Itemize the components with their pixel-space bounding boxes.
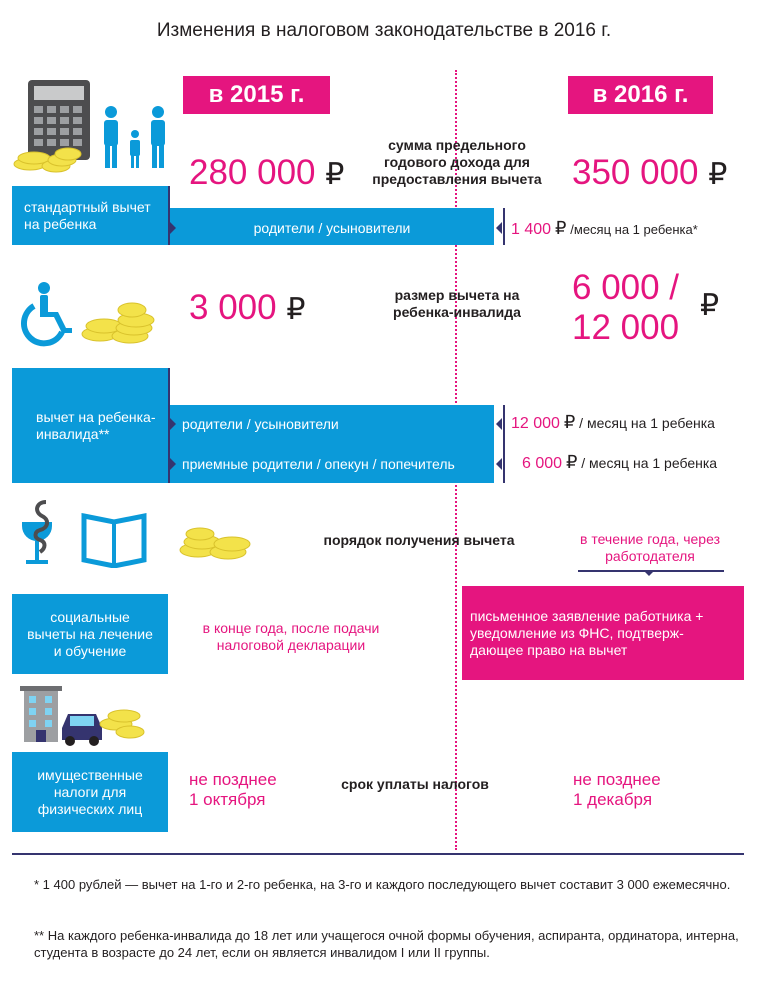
row2-amount-1: 12 000 bbox=[511, 415, 560, 432]
row3-right-underline-tick bbox=[643, 570, 655, 576]
row2-right-line1: 6 000 / bbox=[572, 268, 680, 307]
row2-bar2-text: приемные родители / опекун / попечитель bbox=[182, 456, 455, 472]
row1-right-line bbox=[503, 208, 505, 245]
row2-note-2-text: / месяц на 1 ребенка bbox=[581, 455, 718, 471]
row1-right-arrow bbox=[496, 222, 502, 234]
ruble-sign: ₽ bbox=[554, 218, 567, 238]
row2-left-arrow-2 bbox=[170, 458, 176, 470]
ruble-sign: ₽ bbox=[325, 158, 345, 191]
row1-right-value bbox=[572, 153, 727, 195]
row1-left-value bbox=[189, 153, 344, 195]
row1-bar-text: родители / усыновители bbox=[253, 220, 411, 236]
row3-center-caption: порядок получения вычета bbox=[323, 532, 515, 548]
row1-right-note bbox=[511, 220, 761, 238]
row2-right-arrow-2 bbox=[496, 458, 502, 470]
row1-label-box bbox=[12, 186, 168, 245]
wheelchair-coins-icon bbox=[20, 282, 160, 352]
row2-label-box bbox=[12, 368, 168, 483]
row2-note-2 bbox=[522, 454, 767, 472]
page-title: Изменения в налоговом законодательстве в 2016 г. bbox=[156, 20, 612, 41]
ruble-sign: ₽ bbox=[700, 289, 720, 322]
row4-label-box bbox=[12, 752, 168, 832]
row1-right-number: 350 000 bbox=[572, 153, 699, 192]
medicine-book-coins-icon bbox=[18, 498, 258, 568]
row4-left-line2: 1 октября bbox=[189, 790, 266, 809]
row4-right-line1: не позднее bbox=[573, 770, 661, 789]
row1-left-number: 280 000 bbox=[189, 153, 316, 192]
ruble-sign: ₽ bbox=[563, 412, 576, 432]
ruble-sign: ₽ bbox=[708, 158, 728, 191]
row2-note-1-text: / месяц на 1 ребенка bbox=[579, 415, 715, 431]
row3-right-top: в течение года, через работодателя bbox=[580, 531, 720, 564]
row2-label: вычет на ребенка-инвалида** bbox=[36, 408, 156, 442]
row3-right-box-text: письменное заявление работника + уведомление из ФНС, подтверж-дающее право на вычет bbox=[470, 608, 704, 658]
row4-left-text bbox=[189, 770, 277, 810]
row2-bar1-text: родители / усыновители bbox=[182, 416, 339, 432]
row1-left-arrow bbox=[170, 222, 176, 234]
footer-divider bbox=[12, 853, 744, 855]
ruble-sign: ₽ bbox=[565, 452, 578, 472]
row1-right-amount: 1 400 bbox=[511, 221, 552, 238]
row1-right-note-text: /месяц на 1 ребенка* bbox=[570, 222, 698, 237]
row2-left-value bbox=[189, 288, 305, 330]
row3-left-text: в конце года, после подачи налоговой декларации bbox=[202, 620, 380, 653]
row2-right-value bbox=[572, 268, 679, 348]
calculator-family-icon bbox=[12, 78, 172, 178]
year-2015-badge: в 2015 г. bbox=[183, 76, 330, 114]
row2-right-line2: 12 000 bbox=[572, 308, 680, 347]
house-car-coins-icon bbox=[18, 684, 148, 746]
ruble-sign: ₽ bbox=[286, 293, 306, 326]
row4-left-line1: не позднее bbox=[189, 770, 277, 789]
row3-label: социальные вычеты на лечение и обучение bbox=[27, 608, 153, 659]
row2-right-line bbox=[503, 405, 505, 483]
row2-left-number: 3 000 bbox=[189, 288, 277, 327]
year-2016-badge: в 2016 г. bbox=[568, 76, 713, 114]
row2-note-1 bbox=[511, 414, 766, 432]
row1-label: стандартный вычет на ребенка bbox=[24, 198, 151, 232]
row2-left-arrow-1 bbox=[170, 418, 176, 430]
row2-amount-2: 6 000 bbox=[522, 455, 563, 472]
row4-right-text bbox=[573, 770, 661, 810]
row2-right-arrow-1 bbox=[496, 418, 502, 430]
row2-center-caption: размер вычета на ребенка-инвалида bbox=[393, 287, 521, 320]
row4-center-caption: срок уплаты налогов bbox=[341, 776, 489, 792]
row3-label-box bbox=[12, 594, 168, 674]
row4-label: имущественные налоги для физических лиц bbox=[37, 766, 143, 817]
row1-center-caption: сумма предельного годового дохода для предоставления вычета bbox=[372, 137, 542, 187]
footnote-2: ** На каждого ребенка-инвалида до 18 лет или учащегося очной формы обучения, аспиранта, ординатора, интерна, студента в возрасте до 24 лет, если он является инвалидом I или II группы. bbox=[34, 928, 739, 960]
footnote-1: * 1 400 рублей — вычет на 1-го и 2-го ребенка, на 3-го и каждого последующего вычет составит 3 000 ежемесячно. bbox=[34, 877, 731, 892]
row4-right-line2: 1 декабря bbox=[573, 790, 653, 809]
